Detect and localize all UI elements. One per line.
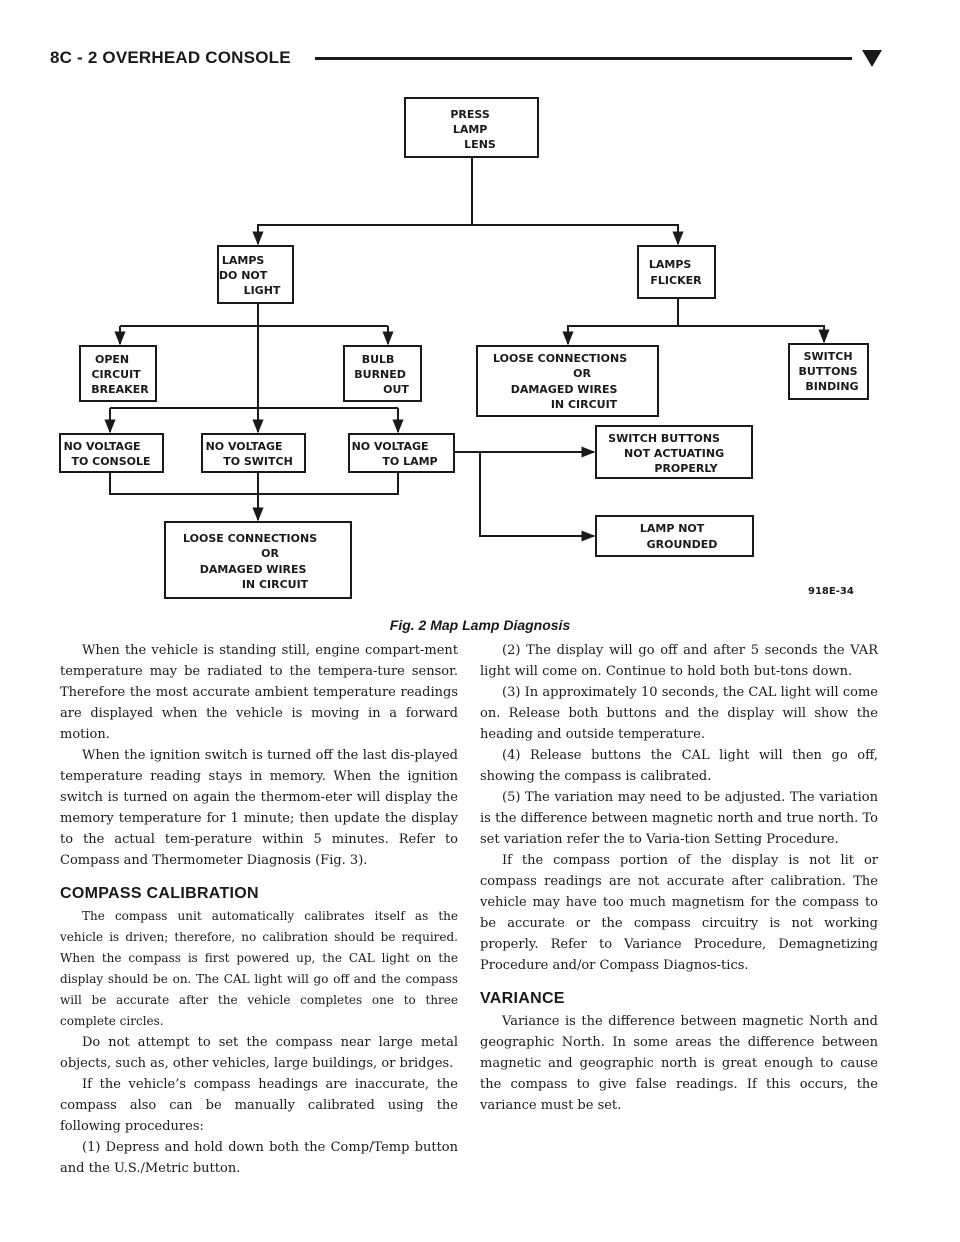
- connector-press-to-flicker: [472, 225, 678, 244]
- paragraph: Variance is the difference between magnetic North and geographic North. In some areas the difference between magnetic and geographic north is great enough to cause the compass to give false readings. If this occurs, the variance must be set.: [480, 1014, 878, 1113]
- connector-lamp-join: [258, 472, 398, 494]
- figure-code: 918E-34: [808, 586, 854, 597]
- paragraph: If the compass portion of the display is not lit or compass readings are not accurate after calibration. The vehicle may have too much magnetism for the compass to be accurate or the compass circuitry is not working properly. Refer to Variance Procedure, Demagnetizing Procedure and/or Compass Diagnos-tics.: [480, 853, 878, 973]
- paragraph: (4) Release buttons the CAL light will then go off, showing the compass is calibrated.: [480, 748, 878, 784]
- paragraph: (1) Depress and hold down both the Comp/Temp button and the U.S./Metric button.: [60, 1140, 458, 1176]
- paragraph: If the vehicle’s compass headings are inaccurate, the compass also can be manually calibrated using the following procedures:: [60, 1077, 458, 1134]
- paragraph: When the vehicle is standing still, engine compart-ment temperature may be radiated to the tempera-ture sensor. Therefore the most accurate ambient temperature readings are displayed when the vehicle is moving in a forward motion.: [60, 643, 458, 742]
- box-loose-connections-right-label: LOOSE CONNECTIONS OR DAMAGED WIRES IN CIRCUIT: [493, 352, 628, 411]
- paragraph: When the ignition switch is turned off the last dis-played temperature reading stays in memory. When the ignition switch is turned on again the thermom-eter will display the memory temperature for 1 minute; then update the display to the actual tem-perature within 5 minutes. Refer to Compass and Thermometer Diagnosis (Fig. 3).: [60, 748, 458, 868]
- paragraph: (2) The display will go off and after 5 seconds the VAR light will come on. Continue to hold both but-tons down.: [480, 643, 878, 679]
- paragraph: (3) In approximately 10 seconds, the CAL light will come on. Release both buttons and the display will show the heading and outside temperature.: [480, 685, 878, 742]
- box-no-voltage-to-lamp-label: NO VOLTAGE TO LAMP: [351, 440, 438, 468]
- section-heading-variance: VARIANCE: [480, 990, 565, 1007]
- connector-flicker-to-binding: [678, 326, 824, 342]
- section-heading-compass-calibration: COMPASS CALIBRATION: [60, 885, 259, 902]
- paragraph: The compass unit automatically calibrates itself as the vehicle is driven; therefore, no calibration should be required. When the compass is first powered up, the CAL light on the display should be on. The CAL light will go off and the compass will be accurate after the vehicle completes one to three complete circles.: [60, 909, 458, 1028]
- map-lamp-diagnosis-flowchart: [0, 0, 960, 620]
- box-lamp-not-grounded-label: LAMP NOT GROUNDED: [639, 522, 718, 551]
- box-lamps-flicker: [638, 246, 715, 298]
- connector-press-to-no-light: [258, 157, 472, 244]
- box-switch-buttons-not-actuating-label: SWITCH BUTTONS NOT ACTUATING PROPERLY: [608, 432, 725, 475]
- page-header-title: 8C - 2 OVERHEAD CONSOLE: [50, 48, 291, 67]
- paragraph: Do not attempt to set the compass near large metal objects, such as, other vehicles, large buildings, or bridges.: [60, 1035, 458, 1071]
- connector-console-join: [110, 472, 258, 494]
- figure-caption: Fig. 2 Map Lamp Diagnosis: [389, 617, 571, 633]
- box-lamps-do-not-light-label: LAMPS DO NOT LIGHT: [218, 254, 281, 297]
- box-no-voltage-to-console-label: NO VOLTAGE TO CONSOLE: [63, 440, 151, 468]
- box-open-circuit-breaker-label: OPEN CIRCUIT BREAKER: [91, 353, 149, 396]
- right-column: [480, 640, 878, 1116]
- left-column: [60, 640, 458, 1179]
- box-switch-buttons-binding-label: SWITCH BUTTONS BINDING: [798, 350, 859, 393]
- paragraph: (5) The variation may need to be adjusted. The variation is the difference between magnetic north and true north. To set variation refer the to Varia-tion Setting Procedure.: [480, 790, 878, 847]
- box-no-voltage-to-switch-label: NO VOLTAGE TO SWITCH: [205, 440, 293, 468]
- box-loose-connections-bottom-label: LOOSE CONNECTIONS OR DAMAGED WIRES IN CIRCUIT: [183, 532, 318, 591]
- connector-to-not-grounded: [480, 452, 594, 536]
- box-lamps-flicker-label: LAMPS FLICKER: [648, 258, 702, 287]
- connector-flicker-to-loose: [568, 298, 678, 344]
- box-bulb-burned-out-label: BULB BURNED OUT: [354, 353, 409, 396]
- box-press-lamp-lens-label: PRESS LAMP LENS: [450, 108, 496, 151]
- flowchart-connectors: [110, 157, 824, 536]
